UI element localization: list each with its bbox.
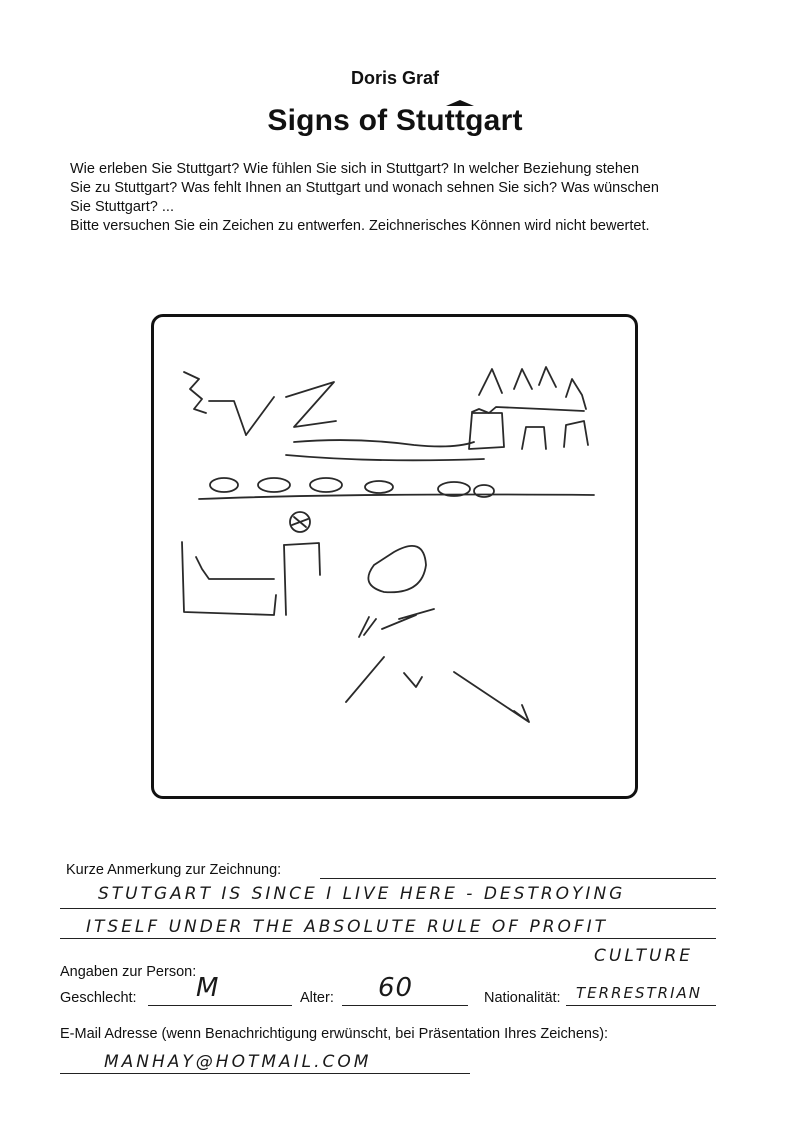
author-name: Doris Graf (350, 68, 440, 88)
comment-rule-1 (320, 878, 716, 879)
intro-text (70, 160, 750, 236)
nationality-value: TERRESTRIAN (576, 984, 702, 1002)
nationality-rule (566, 1005, 716, 1006)
stuttgart-logo-tt: tt (444, 104, 466, 137)
age-value: 60 (378, 973, 414, 1003)
comment-line-2: ITSELF UNDER THE ABSOLUTE RULE OF PROFIT (86, 917, 609, 937)
intro-line-1: Wie erleben Sie Stuttgart? Wie fühlen Sie sich in Stuttgart? In welcher Beziehung stehen (70, 161, 640, 177)
email-rule (60, 1073, 470, 1074)
comment-label: Kurze Anmerkung zur Zeichnung: (66, 862, 282, 878)
comment-rule-2 (60, 908, 716, 909)
age-rule (342, 1005, 468, 1006)
road-and-cars-sketch (199, 440, 594, 499)
email-value: MANHAY@HOTMAIL.COM (104, 1052, 372, 1072)
comment-line-1: STUTGART IS SINCE I LIVE HERE - DESTROYING (98, 884, 626, 904)
drawing-frame (151, 314, 638, 799)
gender-rule (148, 1005, 292, 1006)
buildings-sketch (182, 512, 320, 615)
email-label: E-Mail Adresse (wenn Benachrichtigung erwünscht, bei Präsentation Ihres Zeichens): (60, 1026, 609, 1042)
age-label: Alter: (300, 990, 334, 1006)
person-label: Angaben zur Person: (60, 964, 197, 980)
gender-value: M (196, 973, 220, 1003)
figure-and-arrow-sketch (346, 546, 529, 722)
comment-line-3: CULTURE (594, 946, 694, 966)
intro-line-2: Sie zu Stuttgart? Was fehlt Ihnen an Stuttgart und wonach sehnen Sie sich? Was wünschen (70, 180, 659, 196)
intro-line-3: Sie Stuttgart? ... (70, 199, 174, 215)
houses-sketch (469, 367, 588, 449)
zigzag-sketch (184, 372, 336, 435)
sketch-drawing (154, 317, 635, 796)
gender-label: Geschlecht: (60, 990, 137, 1006)
intro-line-4: Bitte versuchen Sie ein Zeichen zu entwerfen. Zeichnerisches Können wird nicht bewertet. (70, 218, 650, 234)
page-title (0, 104, 790, 138)
nationality-label: Nationalität: (484, 990, 561, 1006)
title-word-start: Stu (395, 104, 445, 137)
title-prefix: Signs of (267, 104, 396, 137)
comment-rule-3 (60, 938, 716, 939)
title-word-end: gart (465, 104, 523, 137)
